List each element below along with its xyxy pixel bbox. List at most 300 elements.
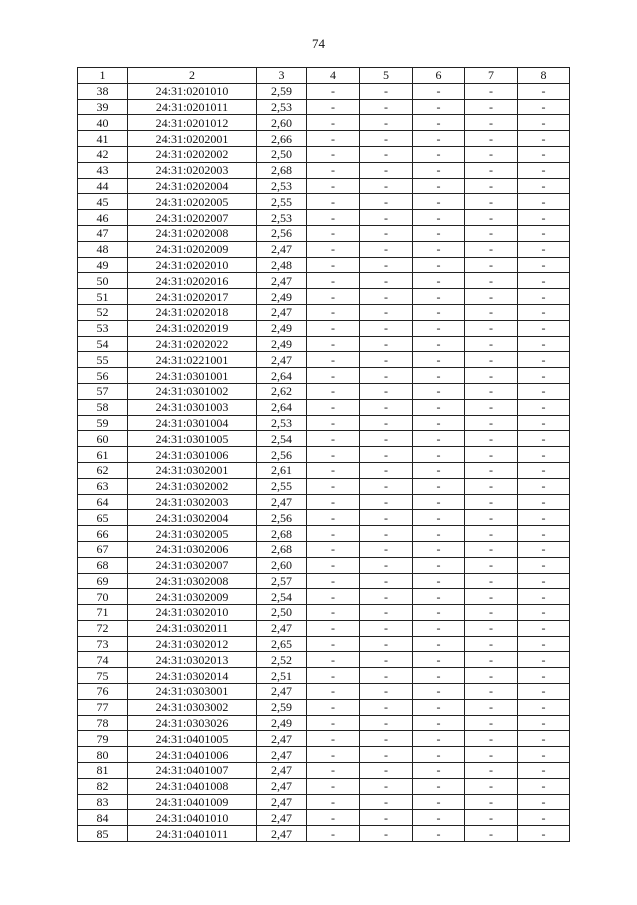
table-cell: 62 [78,462,128,478]
table-cell: - [360,83,413,99]
table-cell: - [465,210,518,226]
table-cell: - [518,146,570,162]
table-cell: - [518,225,570,241]
table-cell: 79 [78,731,128,747]
table-cell: - [360,826,413,842]
table-cell: - [465,194,518,210]
table-cell: 24:31:0201010 [128,83,257,99]
table-cell: - [307,83,360,99]
table-cell: - [360,699,413,715]
table-row [78,794,570,810]
table-cell: - [413,194,465,210]
table-cell: 61 [78,447,128,463]
table-cell: - [413,794,465,810]
table-cell: 2,50 [257,146,307,162]
table-cell: 24:31:0202018 [128,304,257,320]
table-cell: - [360,431,413,447]
table-cell: - [360,289,413,305]
table-cell: 2,57 [257,573,307,589]
table-cell: - [518,257,570,273]
table-cell: 24:31:0302005 [128,526,257,542]
table-cell: 2,47 [257,494,307,510]
table-cell: - [413,541,465,557]
table-cell: 24:31:0302013 [128,652,257,668]
table-cell: - [413,778,465,794]
table-row [78,731,570,747]
table-cell: 2,66 [257,131,307,147]
table-cell: - [518,684,570,700]
table-cell: - [413,747,465,763]
table-cell: 74 [78,652,128,668]
table-cell: - [413,178,465,194]
column-header: 2 [128,68,257,84]
table-row [78,541,570,557]
table-cell: 24:31:0202016 [128,273,257,289]
table-row [78,368,570,384]
table-row [78,478,570,494]
table-cell: 2,54 [257,589,307,605]
table-row [78,257,570,273]
table-cell: 2,56 [257,510,307,526]
table-cell: 53 [78,320,128,336]
table-cell: 24:31:0302011 [128,620,257,636]
table-cell: - [465,794,518,810]
table-cell: - [360,494,413,510]
table-cell: 2,49 [257,320,307,336]
table-cell: 2,49 [257,336,307,352]
table-cell: - [307,510,360,526]
table-cell: 24:31:0301005 [128,431,257,447]
table-cell: - [360,383,413,399]
table-cell: 2,47 [257,273,307,289]
table-cell: 47 [78,225,128,241]
table-cell: - [360,620,413,636]
table-row [78,589,570,605]
table-cell: - [307,99,360,115]
table-cell: - [360,652,413,668]
table-cell: 69 [78,573,128,589]
table-cell: - [413,699,465,715]
table-cell: - [413,684,465,700]
table-cell: - [360,336,413,352]
table-cell: - [518,289,570,305]
table-cell: 2,55 [257,478,307,494]
table-cell: 2,47 [257,304,307,320]
table-cell: 24:31:0221001 [128,352,257,368]
table-cell: - [307,289,360,305]
table-cell: - [518,526,570,542]
table-cell: - [307,684,360,700]
table-cell: 77 [78,699,128,715]
table-row [78,573,570,589]
table-cell: - [360,794,413,810]
column-header: 6 [413,68,465,84]
table-cell: - [413,763,465,779]
table-cell: 2,62 [257,383,307,399]
table-cell: 2,59 [257,699,307,715]
table-cell: - [307,715,360,731]
table-cell: 2,47 [257,241,307,257]
table-row [78,241,570,257]
table-cell: 2,52 [257,652,307,668]
table-cell: - [465,731,518,747]
table-cell: - [465,83,518,99]
table-cell: - [518,731,570,747]
table-cell: 24:31:0302010 [128,605,257,621]
table-cell: 2,49 [257,715,307,731]
table-cell: 24:31:0301001 [128,368,257,384]
table-cell: 24:31:0401011 [128,826,257,842]
table-row [78,336,570,352]
table-cell: - [413,99,465,115]
table-cell: - [518,636,570,652]
table-cell: - [518,162,570,178]
table-cell: 2,47 [257,763,307,779]
table-cell: 24:31:0302001 [128,462,257,478]
table-cell: 24:31:0401007 [128,763,257,779]
table-cell: - [360,273,413,289]
table-cell: - [465,225,518,241]
table-cell: 38 [78,83,128,99]
table-cell: - [413,336,465,352]
table-row [78,225,570,241]
table-cell: - [518,668,570,684]
table-cell: - [307,778,360,794]
table-cell: - [413,320,465,336]
column-header: 4 [307,68,360,84]
table-cell: - [307,557,360,573]
column-header: 5 [360,68,413,84]
table-cell: 24:31:0401009 [128,794,257,810]
table-cell: 24:31:0401008 [128,778,257,794]
table-cell: - [465,573,518,589]
table-row [78,99,570,115]
table-cell: 78 [78,715,128,731]
table-cell: - [307,620,360,636]
table-cell: 2,50 [257,605,307,621]
table-cell: - [465,241,518,257]
column-header: 8 [518,68,570,84]
table-cell: - [465,510,518,526]
table-cell: 2,60 [257,115,307,131]
table-cell: - [360,668,413,684]
table-cell: - [465,99,518,115]
table-cell: - [360,715,413,731]
table-cell: 70 [78,589,128,605]
table-cell: - [360,178,413,194]
table-cell: - [413,447,465,463]
table-cell: - [360,131,413,147]
table-cell: - [465,636,518,652]
table-row [78,636,570,652]
table-row [78,320,570,336]
table-cell: - [307,368,360,384]
table-cell: 24:31:0302014 [128,668,257,684]
table-cell: - [518,115,570,131]
table-cell: - [518,336,570,352]
table-cell: - [518,431,570,447]
table-cell: - [360,636,413,652]
table-cell: - [465,304,518,320]
table-cell: - [413,462,465,478]
table-cell: - [413,115,465,131]
table-cell: - [413,83,465,99]
table-cell: - [360,731,413,747]
table-cell: 65 [78,510,128,526]
data-table [77,67,570,842]
table-cell: 24:31:0302008 [128,573,257,589]
table-cell: - [360,510,413,526]
table-cell: - [307,826,360,842]
table-cell: 68 [78,557,128,573]
table-cell: - [307,794,360,810]
table-cell: 2,49 [257,289,307,305]
table-cell: - [413,257,465,273]
table-cell: 83 [78,794,128,810]
table-cell: 24:31:0302002 [128,478,257,494]
table-cell: - [360,399,413,415]
table-cell: - [360,225,413,241]
table-cell: - [465,620,518,636]
table-cell: - [413,557,465,573]
table-cell: 76 [78,684,128,700]
table-cell: - [360,210,413,226]
table-row [78,178,570,194]
table-cell: 2,61 [257,462,307,478]
table-cell: - [413,210,465,226]
table-cell: - [518,131,570,147]
table-cell: - [465,589,518,605]
table-cell: - [465,131,518,147]
table-cell: - [307,526,360,542]
table-cell: 41 [78,131,128,147]
table-cell: 2,47 [257,684,307,700]
table-cell: - [307,131,360,147]
page-number: 74 [312,36,325,51]
table-row [78,146,570,162]
table-cell: 2,47 [257,620,307,636]
table-cell: 24:31:0302007 [128,557,257,573]
table-cell: 63 [78,478,128,494]
table-row [78,462,570,478]
table-cell: 2,53 [257,415,307,431]
table-cell: - [518,747,570,763]
table-cell: - [360,320,413,336]
table-cell: - [413,352,465,368]
table-cell: 52 [78,304,128,320]
table-cell: - [360,146,413,162]
table-cell: 2,56 [257,225,307,241]
table-cell: 24:31:0202017 [128,289,257,305]
table-cell: - [518,810,570,826]
table-cell: - [360,304,413,320]
table-cell: - [307,478,360,494]
table-cell: - [518,304,570,320]
table-cell: 2,55 [257,194,307,210]
table-cell: 73 [78,636,128,652]
table-cell: - [465,320,518,336]
table-cell: - [518,794,570,810]
table-cell: - [413,731,465,747]
table-cell: 2,47 [257,747,307,763]
header-row [78,68,570,84]
table-cell: - [518,763,570,779]
table-cell: 58 [78,399,128,415]
table-row [78,510,570,526]
table-cell: - [307,699,360,715]
table-cell: - [413,383,465,399]
table-cell: - [413,494,465,510]
table-cell: - [307,210,360,226]
table-row [78,273,570,289]
table-cell: - [465,810,518,826]
table-cell: 2,47 [257,352,307,368]
table-cell: - [307,273,360,289]
table-cell: - [307,146,360,162]
table-cell: - [307,636,360,652]
table-cell: - [518,826,570,842]
table-cell: - [465,747,518,763]
table-cell: 71 [78,605,128,621]
table-cell: - [360,684,413,700]
table-cell: 67 [78,541,128,557]
table-cell: 2,51 [257,668,307,684]
table-row [78,699,570,715]
table-cell: - [360,352,413,368]
table-cell: - [465,162,518,178]
table-cell: 24:31:0201011 [128,99,257,115]
table-cell: 84 [78,810,128,826]
table-cell: 2,47 [257,826,307,842]
table-cell: - [360,573,413,589]
table-cell: - [465,478,518,494]
table-cell: - [307,178,360,194]
table-cell: 24:31:0401006 [128,747,257,763]
table-cell: - [307,605,360,621]
table-cell: 2,59 [257,83,307,99]
table-body [78,83,570,841]
table-cell: 80 [78,747,128,763]
table-cell: - [518,194,570,210]
table-cell: - [465,447,518,463]
table-row [78,131,570,147]
table-cell: 24:31:0302004 [128,510,257,526]
table-row [78,763,570,779]
table-cell: 2,56 [257,447,307,463]
table-cell: - [465,462,518,478]
table-cell: - [360,241,413,257]
table-cell: - [518,415,570,431]
table-cell: - [413,620,465,636]
table-row [78,494,570,510]
table-cell: - [465,336,518,352]
table-cell: - [465,146,518,162]
table-cell: - [518,83,570,99]
table-cell: - [360,99,413,115]
table-cell: 24:31:0301003 [128,399,257,415]
table-cell: 24:31:0302012 [128,636,257,652]
table-cell: - [413,810,465,826]
table-cell: - [307,731,360,747]
table-cell: - [413,526,465,542]
table-cell: 24:31:0302006 [128,541,257,557]
table-cell: - [307,668,360,684]
table-cell: - [413,431,465,447]
table-cell: - [360,557,413,573]
table-cell: - [465,557,518,573]
table-cell: 60 [78,431,128,447]
table-cell: 24:31:0202002 [128,146,257,162]
table-row [78,162,570,178]
table-cell: - [465,605,518,621]
table-cell: - [413,304,465,320]
table-cell: - [413,478,465,494]
table-cell: - [307,194,360,210]
table-cell: - [307,336,360,352]
table-cell: - [465,684,518,700]
table-cell: - [465,257,518,273]
table-cell: - [413,510,465,526]
table-row [78,210,570,226]
table-cell: 2,53 [257,210,307,226]
table-row [78,83,570,99]
table-cell: 24:31:0401005 [128,731,257,747]
table-cell: 2,53 [257,178,307,194]
table-cell: 2,65 [257,636,307,652]
table-row [78,415,570,431]
table-cell: - [518,462,570,478]
table-cell: 54 [78,336,128,352]
column-header: 1 [78,68,128,84]
table-cell: - [307,589,360,605]
table-cell: 57 [78,383,128,399]
table-cell: - [307,304,360,320]
table-cell: - [413,225,465,241]
table-cell: 85 [78,826,128,842]
table-row [78,352,570,368]
table-cell: - [307,162,360,178]
table-cell: - [413,273,465,289]
table-cell: - [465,778,518,794]
table-cell: - [360,462,413,478]
table-row [78,304,570,320]
table-cell: - [518,399,570,415]
table-row [78,826,570,842]
table-cell: - [307,541,360,557]
table-cell: 24:31:0302009 [128,589,257,605]
table-cell: - [518,699,570,715]
table-cell: - [413,605,465,621]
table-cell: 24:31:0302003 [128,494,257,510]
table-row [78,684,570,700]
table-cell: 43 [78,162,128,178]
table-cell: 49 [78,257,128,273]
table-cell: - [360,778,413,794]
table-cell: - [307,225,360,241]
table-cell: 2,47 [257,810,307,826]
table-cell: 24:31:0401010 [128,810,257,826]
table-cell: 24:31:0202008 [128,225,257,241]
table-cell: - [465,368,518,384]
table-cell: - [307,447,360,463]
table-cell: - [518,541,570,557]
table-row [78,605,570,621]
table-cell: 24:31:0201012 [128,115,257,131]
table-cell: 55 [78,352,128,368]
table-cell: 75 [78,668,128,684]
table-cell: - [413,241,465,257]
table-row [78,652,570,668]
